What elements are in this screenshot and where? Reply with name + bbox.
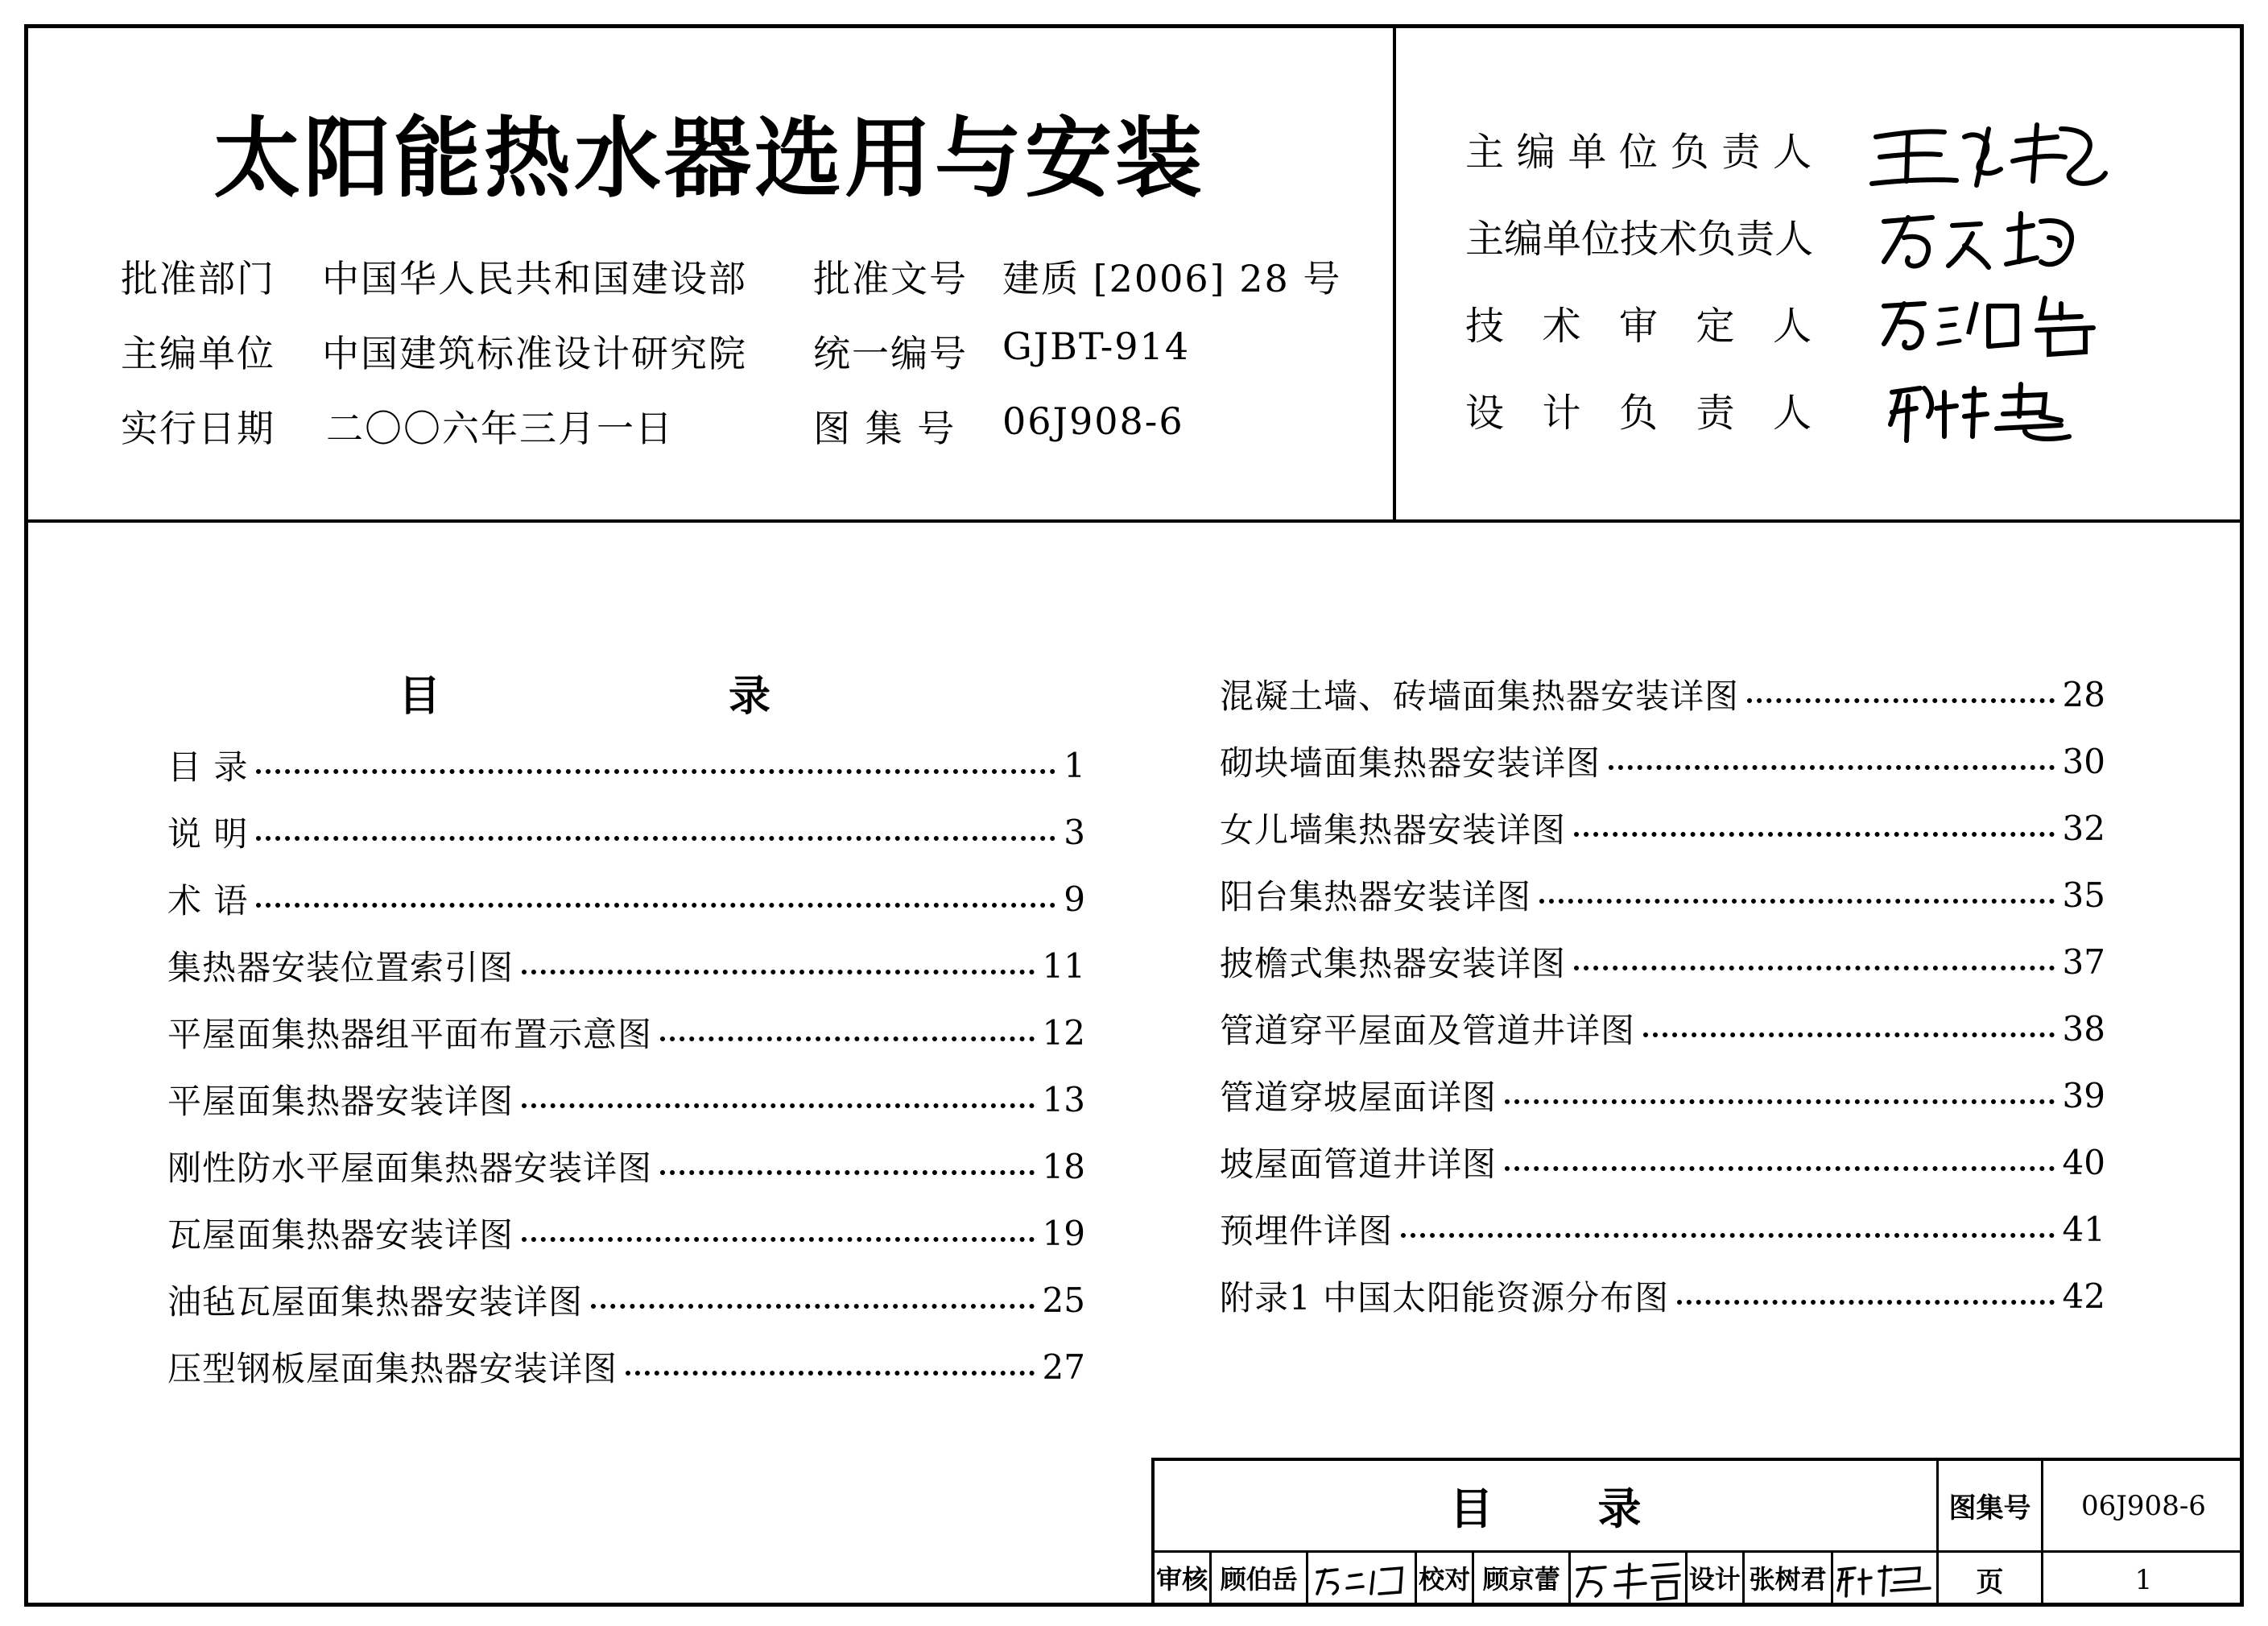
toc-entry[interactable] [1220, 871, 2105, 919]
toc-entry[interactable] [167, 1075, 1085, 1123]
toc-entry-page: 13 [1042, 1079, 1085, 1119]
signature-label-char: 设 [1465, 391, 1505, 436]
title-block-page-value: 1 [2134, 1563, 2153, 1596]
signature-label-tech-review [1465, 295, 1812, 350]
toc-entry-title: 说 明 [167, 814, 249, 854]
header-divider [24, 519, 2244, 523]
signature-label-char: 责 [1721, 130, 1761, 175]
toc-entry[interactable] [167, 1209, 1085, 1257]
signature-label-char: 位 [1581, 217, 1621, 262]
toc-entry[interactable] [1220, 1205, 2105, 1253]
review-name: 顾伯岳 [1212, 1553, 1308, 1607]
toc-leader-dots [256, 836, 1056, 841]
signature-label-char: 人 [1772, 304, 1812, 349]
document-title: 太阳能热水器选用与安装 [213, 109, 1206, 209]
toc-entry-title: 附录1 中国太阳能资源分布图 [1220, 1278, 1670, 1318]
toc-entry-title: 集热器安装位置索引图 [167, 948, 514, 987]
toc-heading-left: 目 [399, 672, 441, 721]
signature-label-char: 术 [1542, 304, 1581, 349]
toc-entry-page: 11 [1042, 945, 1085, 986]
toc-leader-dots [1401, 1233, 2055, 1238]
toc-entry-title: 管道穿坡屋面详图 [1220, 1078, 1498, 1117]
toc-entry[interactable] [1220, 670, 2105, 718]
toc-entry-page: 19 [1042, 1213, 1085, 1253]
toc-entry[interactable] [1220, 937, 2105, 986]
sheet-title [1155, 1461, 1936, 1550]
signature-label-char: 技 [1620, 217, 1659, 262]
toc-entry-page: 38 [2062, 1008, 2105, 1049]
toc-entry-page: 30 [2062, 741, 2105, 781]
handwritten-signature-1 [1868, 113, 2109, 193]
toc-leader-dots [1574, 966, 2055, 970]
toc-leader-dots [522, 1237, 1035, 1242]
review-label: 审核 [1155, 1553, 1212, 1607]
signature-label-char: 主 [1465, 217, 1505, 262]
toc-leader-dots [1505, 1166, 2055, 1171]
title-block-atlas-label: 图集号 [1948, 1492, 2031, 1525]
signature-label-char: 负 [1697, 217, 1737, 262]
approval-dept-value: 中国华人民共和国建设部 [322, 257, 747, 300]
toc-entry-page: 25 [1042, 1280, 1085, 1320]
toc-entry-page: 27 [1042, 1347, 1085, 1387]
toc-entry[interactable] [167, 1008, 1085, 1057]
toc-entry-title: 目 录 [167, 747, 249, 787]
toc-entry-page: 35 [2062, 875, 2105, 915]
signature-label-chief-tech [1465, 208, 1812, 263]
signature-label-char: 编 [1504, 217, 1543, 262]
toc-entry[interactable] [167, 1343, 1085, 1391]
toc-entry-title: 预埋件详图 [1220, 1211, 1394, 1251]
signature-label-char: 编 [1516, 130, 1555, 175]
atlas-no-label: 图 集 号 [813, 407, 956, 450]
toc-entry-title: 术 语 [167, 881, 249, 921]
toc-entry[interactable] [1220, 1138, 2105, 1186]
atlas-no-value: 06J908-6 [1002, 399, 1184, 443]
title-block-page-label: 页 [1976, 1566, 2004, 1599]
toc-entry[interactable] [1220, 1004, 2105, 1053]
signature-label-char: 主 [1465, 130, 1505, 175]
toc-entry-page: 28 [2062, 674, 2105, 714]
toc-heading-right: 录 [729, 672, 771, 721]
toc-entry-page: 40 [2062, 1142, 2105, 1182]
signature-label-char: 责 [1696, 391, 1735, 436]
toc-leader-dots [522, 970, 1035, 974]
toc-entry[interactable] [167, 741, 1085, 789]
toc-entry-title: 披檐式集热器安装详图 [1220, 944, 1567, 983]
toc-entry-page: 32 [2062, 808, 2105, 848]
design-label: 设计 [1688, 1553, 1745, 1607]
toc-entry-title: 压型钢板屋面集热器安装详图 [167, 1349, 618, 1388]
toc-entry[interactable] [167, 1142, 1085, 1190]
review-signature [1308, 1553, 1417, 1607]
toc-entry-title: 管道穿平屋面及管道井详图 [1220, 1011, 1636, 1050]
toc-entry[interactable] [167, 875, 1085, 923]
toc-entry-title: 平屋面集热器组平面布置示意图 [167, 1015, 653, 1054]
toc-leader-dots [660, 1170, 1035, 1175]
toc-entry-page: 3 [1064, 812, 1085, 852]
toc-entry-page: 37 [2062, 941, 2105, 982]
toc-entry[interactable] [167, 941, 1085, 990]
check-label: 校对 [1417, 1553, 1474, 1607]
toc-leader-dots [1609, 765, 2055, 770]
signature-label-design-lead [1465, 382, 1812, 437]
toc-entry[interactable] [1220, 1071, 2105, 1119]
sheet-title-left: 目 [1449, 1483, 1493, 1534]
title-block-atlas-value: 06J908-6 [2081, 1489, 2206, 1522]
signature-label-char: 人 [1772, 391, 1812, 436]
toc-entry-page: 42 [2062, 1276, 2105, 1316]
toc-leader-dots [1747, 698, 2055, 703]
toc-entry-page: 18 [1042, 1146, 1085, 1186]
effective-date-label: 实行日期 [121, 407, 275, 450]
toc-entry[interactable] [167, 808, 1085, 856]
sheet-title-right: 录 [1597, 1483, 1642, 1534]
signature-label-char: 单 [1543, 217, 1582, 262]
toc-entry-title: 瓦屋面集热器安装详图 [167, 1215, 514, 1255]
toc-leader-dots [1505, 1099, 2055, 1104]
check-signature [1571, 1553, 1687, 1607]
toc-leader-dots [1643, 1032, 2055, 1037]
signature-label-char: 位 [1618, 130, 1658, 175]
unified-no-label: 统一编号 [813, 332, 968, 375]
design-signature [1833, 1553, 1936, 1607]
design-name: 张树君 [1745, 1553, 1833, 1607]
toc-leader-dots [626, 1371, 1035, 1376]
toc-entry-title: 刚性防水平屋面集热器安装详图 [167, 1148, 653, 1188]
toc-leader-dots [256, 903, 1056, 908]
editor-unit-label: 主编单位 [121, 332, 275, 375]
toc-entry-page: 9 [1064, 879, 1085, 919]
toc-leader-dots [660, 1036, 1035, 1041]
toc-entry-title: 砌块墙面集热器安装详图 [1220, 743, 1601, 783]
signature-label-char: 术 [1659, 217, 1698, 262]
signature-label-char: 负 [1618, 391, 1658, 436]
toc-leader-dots [256, 769, 1056, 774]
approval-no-label: 批准文号 [813, 257, 968, 300]
toc-entry-page: 12 [1042, 1012, 1085, 1053]
signature-label-char: 单 [1568, 130, 1607, 175]
signature-label-char: 人 [1772, 130, 1812, 175]
toc-entry[interactable] [1220, 737, 2105, 785]
effective-date-value: 二〇〇六年三月一日 [326, 407, 674, 450]
toc-entry-title: 坡屋面管道井详图 [1220, 1144, 1498, 1184]
toc-entry-page: 41 [2062, 1209, 2105, 1249]
signature-label-char: 负 [1670, 130, 1709, 175]
signature-label-char: 计 [1542, 391, 1581, 436]
toc-entry-page: 1 [1064, 745, 1085, 785]
check-name: 顾京蕾 [1474, 1553, 1571, 1607]
signature-label-chief-unit [1465, 121, 1812, 176]
signature-label-char: 责 [1736, 217, 1775, 262]
unified-no-value: GJBT-914 [1002, 325, 1191, 368]
signature-label-char: 人 [1774, 217, 1814, 262]
header-vertical-divider [1393, 24, 1396, 521]
toc-entry-title: 阳台集热器安装详图 [1220, 877, 1532, 916]
signature-label-char: 定 [1696, 304, 1735, 349]
toc-entry-title: 平屋面集热器安装详图 [167, 1082, 514, 1121]
handwritten-signature-2 [1876, 201, 2085, 278]
toc-entry[interactable] [1220, 804, 2105, 852]
approval-no-value: 建质 [2006] 28 号 [1002, 257, 1342, 300]
approval-dept-label: 批准部门 [121, 257, 275, 300]
toc-leader-dots [522, 1103, 1035, 1108]
toc-leader-dots [1539, 899, 2055, 904]
signature-label-char: 技 [1465, 304, 1505, 349]
toc-entry[interactable] [1220, 1272, 2105, 1320]
toc-entry-title: 油毡瓦屋面集热器安装详图 [167, 1282, 584, 1322]
toc-leader-dots [1677, 1300, 2054, 1305]
toc-leader-dots [591, 1304, 1035, 1309]
toc-entry-page: 39 [2062, 1075, 2105, 1115]
handwritten-signature-3 [1876, 286, 2109, 362]
editor-unit-value: 中国建筑标准设计研究院 [322, 332, 747, 375]
toc-entry-title: 混凝土墙、砖墙面集热器安装详图 [1220, 676, 1740, 716]
title-block-signoff-row [1155, 1553, 1936, 1607]
toc-entry-title: 女儿墙集热器安装详图 [1220, 810, 1567, 850]
toc-entry[interactable] [167, 1276, 1085, 1324]
handwritten-signature-4 [1884, 372, 2093, 449]
toc-leader-dots [1574, 832, 2055, 837]
signature-label-char: 审 [1618, 304, 1658, 349]
